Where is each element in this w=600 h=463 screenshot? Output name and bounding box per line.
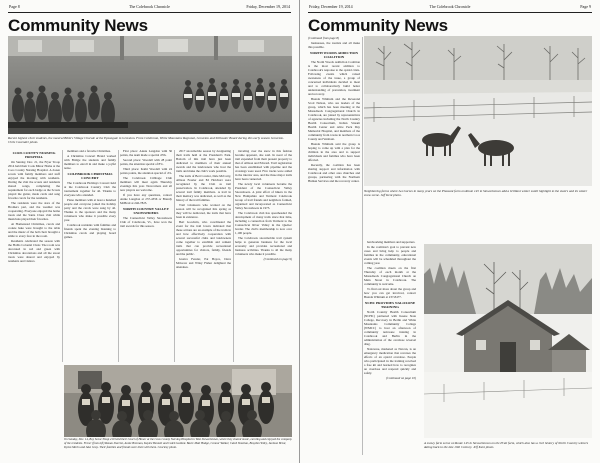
scouts-group-photo [64, 365, 292, 437]
article-paragraph: The Colebrook snowmobile trail system helps to generate business for the local economy and provides recreational and business activities. Thanks to all the many volunteers who make it possible. [235, 236, 292, 256]
horses-snow-image [364, 36, 592, 186]
article-headline: COOS COUNTY NURSING HOSPITAL [12, 151, 56, 159]
article-paragraph: members and a favorite Christmas. [67, 149, 111, 153]
article-paragraph: The Colebrook Holidays Concert held at the Colebrook Country Club the tournament together for all. Thanks to everyone who attended. [64, 181, 116, 197]
section-title: Community News [308, 16, 448, 35]
article-paragraph: businesses, the tourists and all make this possible. [308, 41, 360, 49]
article-paragraph: Piano members with at least a hundred people and everyone joined the holiday party and the carols were sung by all. Thanks to the sponsors and the many volunteers who make it possible every year. [64, 198, 116, 222]
concert-photo-caption: Recent highest choir students, the musical Bible's Village Chorale at the Epsongate in Groveton. From Colebrook, White Mountains Regional, Groveton and Stillwater Board during this early season Groveton. Chris Cavender photo. [8, 136, 284, 145]
column-divider [118, 150, 119, 362]
section-title: Community News [8, 16, 148, 35]
publication-name: The Colebrook Chronicle [129, 4, 170, 9]
continued-from-note: (Continued from page 8) [308, 36, 340, 40]
newspaper-page-9 [300, 0, 600, 463]
scouts-photo-caption: On Sunday, Dec. 14, Boy Scout Troop 219 held their Court of Honor at the Coos County Nursing Hospital in West Stewartstown, where they shared music, caroling and enjoyed the company of the residents. Front: (from left) Ronan Ducrest, Annie Brennan, Kaylee Bennett and Caleb Gallant. Back: Matt Hodge, Connor Walker, Caleb Sheehan, Brayden Wiley, Jackson Breur, Dylan Morin and Jake Gray. Their families and friends were there with them. Courtesy photo. [64, 437, 292, 449]
header-rule [8, 12, 291, 13]
article-paragraph: Naloxone, marketed as Narcan, is an emergency medication that reverses the effects of an opioid overdose. People who participated in the training received a free kit and learned how to recognize an overdose and respond quickly and safely. [364, 347, 416, 375]
issue-date: Friday, December 19, 2014 [309, 4, 353, 9]
winter-horses-photo [364, 36, 592, 186]
article-column-2 [64, 149, 116, 363]
column-divider [174, 150, 175, 362]
header-rule [308, 12, 592, 13]
farm-scene-photo [424, 244, 592, 438]
continued-note: (Continued on page 10) [386, 376, 416, 380]
article-paragraph: North Country Health Consortium (NCHC) partnered with Keene State College, Recovery in Berlin and White Mountains Community College (WMCC) to host an afternoon of community naloxone training in Colebrook and Berlin in the administration of the overdose reversal drug. [364, 310, 416, 346]
article-column-3 [120, 149, 172, 363]
concert-photo [8, 36, 292, 134]
article-paragraph: The trails of Bert Condor, Dale McCarty, Allison Fessler and Ed Holchurt were recognized by the Club as trail preservation. In Colebrook, attended by several trail family members. A trail in their memory was dedicated, as well as the history of the trail families. [176, 174, 231, 202]
article-column-1 [308, 36, 360, 456]
article-paragraph: The coalition meets on the first Thursday of each month at the Monadnock Congregational Church on Main Street in Colebrook. The community is welcome. [364, 266, 416, 286]
article-paragraph: hardworking members and supporters. [367, 240, 416, 244]
article-paragraph: Third place: Kathi Woodall with 24 points points, the attention special of 4%. [120, 167, 172, 175]
article-paragraph: Recently, the coalition has been sharing support and information with Colebrook and other area churches and groups, partnering with the Northern Human Services and the recovery center. [308, 163, 360, 183]
article-paragraph: traveling over the snow in this fashion became apparent, she said. In need of the trail expanded from their present property to that of Allison and Edward. Trail registration has been established with pipeline and the crossings were used. Five tracks were added in the interior area, and the three major trails have been connected. [235, 149, 292, 181]
scout-troop-image [64, 365, 292, 437]
column-divider [233, 150, 234, 362]
article-paragraph: The newly local volunteers became the President of the Connecticut Valley Snowshoers. A joint effort of hikers in the New Hampshire and Vermont Colebrook Group of trail friends and neighbors formed, organized and incorporated as Connecticut Valley Snowshoers in 1973. [235, 182, 292, 210]
page-number: Page 9 [580, 4, 591, 9]
article-paragraph: If you have any questions, contact Annie Langdon at 237-4356 or Brandy McBratt at 246-7825. [120, 193, 172, 205]
article-paragraph: On Sunday, Dec. 21, the Fryer Troop 2014 held their Cook Minor Home at the Coos County Nursing Hospital. A dozen scouts with family members and staff enjoyed the morning with residents. During the visit the scouts and residents shared songs, completing the requirement for each badge as the Scouts played the guitar, made cards and sang favorite carols for the residents. [8, 160, 60, 200]
article-paragraph: At Homestead Christmas, carols and cookie bake were brought to the table and the music of the bell choir brought a smile to every face in the room. [8, 222, 60, 238]
article-paragraph: The Connecticut Valley Snowshoers Club of Colebrook, Vt., have won the trail awards for this season. [120, 216, 172, 228]
article-paragraph: Brenda Whittum said the group is hoping to come up with a plan for the children in the area and to support individuals and families who have been affected. [308, 142, 360, 162]
horses-photo-caption: Neighboring farms where two horses in many years on the Pleasant farm on Route 145 in Stewartstown add a brilliant winter sunlit highlight to the state's and its winter snow scene. Jeff Kent photo. [364, 189, 588, 198]
column-divider [362, 37, 363, 455]
article-headline: NORTH COUNTRY VALLEY SNOWSHOERS [123, 207, 169, 215]
article-column-2 [364, 240, 416, 456]
article-paragraph: The residents were the stars of the Brothers part, and the weather was cooperating. Everyone enjoyed the home treats and the Santa Claus visit while musicians played their favorites. [8, 201, 60, 221]
article-paragraph: Residents celebrated the season with the Hollis Colonial Choir. The room was decorated in red and green with Christmas decorations and all the sweet treats were shared and enjoyed by residents and visitors. [8, 239, 60, 263]
article-headline: NORTH WOODS ADDICTION COALITION [309, 51, 359, 59]
article-paragraph: Trail volunteers who worked on the season will be recognized this spring as they will be dedicated, the trails that have been in existence. [176, 203, 231, 219]
chorale-concert-image [8, 36, 292, 134]
article-paragraph: Jessica Fessler, Pat Boyce, Dave McGraw and Wiley Fisher delighted the attendees. [176, 257, 231, 269]
continued-note: (Continued on page 9) [263, 257, 292, 261]
page-number: Page 8 [9, 4, 20, 9]
article-paragraph: First place: Annie Langdon with 36 points, the team made a special 47th. [120, 149, 172, 157]
article-column-1 [8, 149, 60, 363]
column-divider [62, 150, 63, 362]
article-paragraph: The Colebrook Cribbage Club members will meet again Thursday evenings this year. Newcomers and all new players are welcome. [120, 176, 172, 192]
publication-name: The Colebrook Chronicle [429, 4, 471, 9]
article-column-4 [176, 149, 231, 363]
farm-photo-caption: A snowy farm scene on Route 145 in Stewartstown on the Pratt farm, which also has a rich history of North Country winters dating back to the late 19th Century. Jeff Kent photo. [424, 441, 589, 450]
issue-date: Friday, December 19, 2014 [246, 4, 290, 9]
article-paragraph: A Christmas Concert Brand worked with Bridge the students and family members to enroll in and make a joyful noise. [64, 154, 116, 170]
article-paragraph: Colebrook residents with families and friends spent the evening listening to Christmas carols and playing board games. [64, 223, 116, 239]
article-headline: COLEBROOK CHRISTMAS CONCERT [67, 172, 113, 180]
article-paragraph: Brenda Whittum and the Reverend Scott Nelson, who are leaders of the group, which has been meeting at the Monadnock Congregational Church in Colebrook, are joined by representatives of agencies including the North Country Health Consortium, Indian Stream Health Center and Alice Peck Day Memorial Hospital, and members of the community from towns in northern Coos County and Vermont. [308, 97, 360, 141]
snowy-farm-image [424, 244, 592, 438]
article-paragraph: In the coalition's goal to prevent new cases and bring help to people and families in the community, educational events will be scheduled throughout the coming year. [364, 245, 416, 265]
article-paragraph: The North Woods Addiction Coalition is the most recent addition to Colebrook's response to the opioid crisis. Following events which raised awareness of the issue, a group of concerned individuals decided to meet and to collaboratively build better understanding of prevention, treatment and recovery. [308, 60, 360, 96]
article-paragraph: To find out more about the group and how you can get involved, contact Brenda Whittum at 237-8477. [364, 287, 416, 299]
article-paragraph: 2017 snowmobile season by designating their trails held at the President's Park. Bottom of this trail have just been dedicated to members of their annual awards and the landowners who host the trails and make the club's work possible. [176, 149, 231, 173]
article-headline: NCHC PROVIDES NALOXONE TRAINING [364, 301, 416, 309]
article-paragraph: Bert Goodwin, who coordinated the event for the trail lovers indicated that these actions are an example of the trails in and how effectively cooperation with several successful clubs and landowners come together to establish and cement trails that can provide recreational opportunities for visitors, family, friends and the public. [176, 220, 231, 256]
article-column-5 [235, 149, 292, 363]
article-paragraph: Second place: Woodall with 28 point points, the attention special of 8%. [120, 158, 172, 166]
article-paragraph: The Colebrook club has spearheaded the development of many trails since that time, including a connection from Vermont to the Connecticut River Valley in the Quebec border. The club's membership is now over 1,100 people. [235, 211, 292, 235]
